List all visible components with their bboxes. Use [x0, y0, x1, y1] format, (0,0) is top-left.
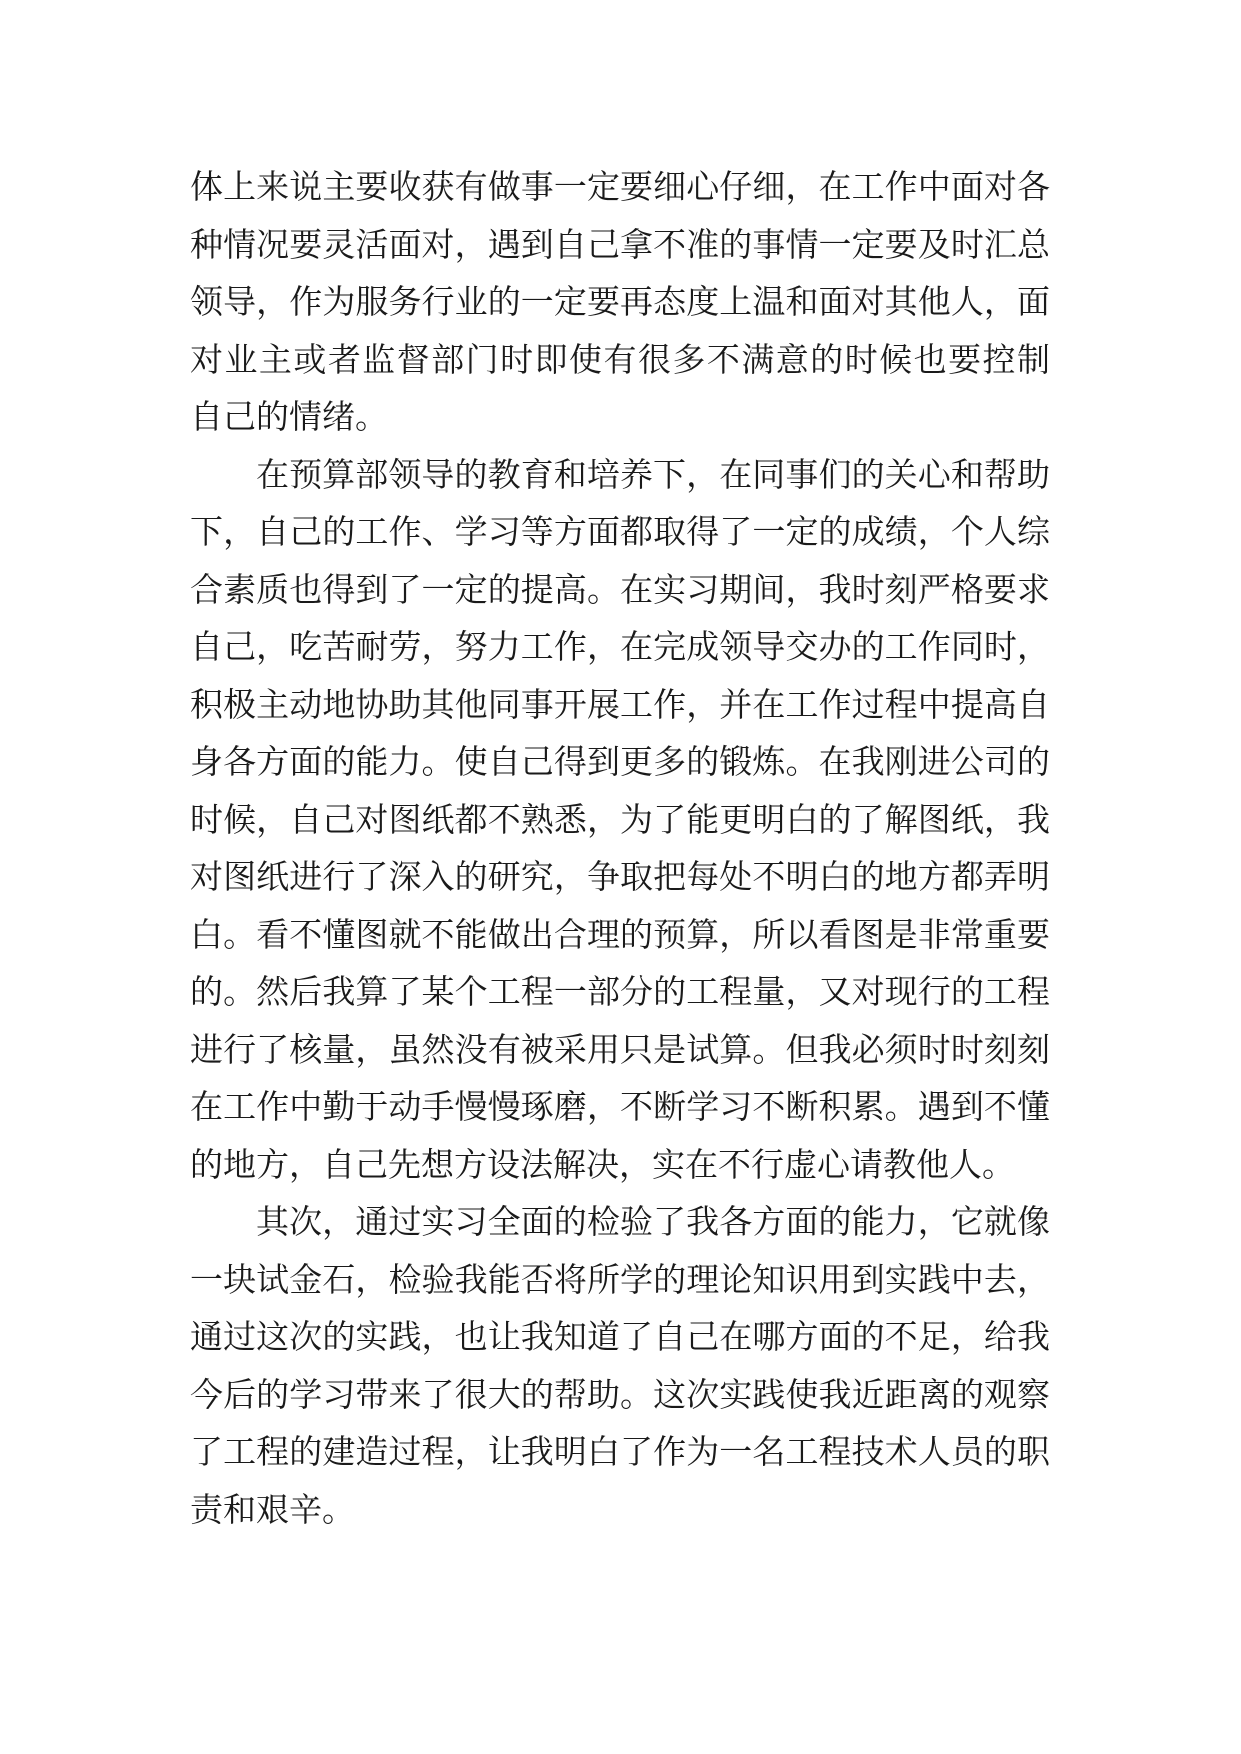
text-line: 一块试金石，检验我能否将所学的理论知识用到实践中去，: [190, 1259, 1050, 1299]
text-line: 时候，自己对图纸都不熟悉，为了能更明白的了解图纸，我: [190, 799, 1050, 839]
text-line: 对图纸进行了深入的研究，争取把每处不明白的地方都弄明: [190, 857, 1050, 896]
text-line: 白。看不懂图就不能做出合理的预算，所以看图是非常重要: [190, 914, 1050, 954]
text-line: 合素质也得到了一定的提高。在实习期间，我时刻严格要求: [190, 569, 1050, 609]
text-line: 自己，吃苦耐劳，努力工作，在完成领导交办的工作同时，: [190, 627, 1050, 666]
text-line: 身各方面的能力。使自己得到更多的锻炼。在我刚进公司的: [190, 742, 1050, 781]
text-line: 下，自己的工作、学习等方面都取得了一定的成绩，个人综: [190, 512, 1050, 551]
text-line: 通过这次的实践，也让我知道了自己在哪方面的不足，给我: [190, 1317, 1050, 1356]
text-line: 责和艰辛。: [190, 1489, 355, 1529]
paragraph-first-line: 在预算部领导的教育和培养下，在同事们的关心和帮助: [256, 454, 1050, 494]
text-line: 对业主或者监督部门时即使有很多不满意的时候也要控制: [190, 339, 1050, 379]
text-line: 积极主动地协助其他同事开展工作，并在工作过程中提高自: [190, 684, 1050, 724]
text-line: 的。然后我算了某个工程一部分的工程量，又对现行的工程: [190, 972, 1050, 1011]
document-body: [190, 158, 1050, 1538]
text-line: 进行了核量，虽然没有被采用只是试算。但我必须时时刻刻: [190, 1029, 1050, 1069]
text-line: 的地方，自己先想方设法解决，实在不行虚心请教他人。: [190, 1144, 1015, 1184]
text-line: 了工程的建造过程，让我明白了作为一名工程技术人员的职: [190, 1432, 1050, 1471]
paragraph-first-line: 其次，通过实习全面的检验了我各方面的能力，它就像: [256, 1202, 1050, 1241]
text-line: 今后的学习带来了很大的帮助。这次实践使我近距离的观察: [190, 1374, 1050, 1414]
text-line: 自己的情绪。: [190, 397, 388, 436]
text-line: 在工作中勤于动手慢慢琢磨，不断学习不断积累。遇到不懂: [190, 1087, 1050, 1126]
text-line: 种情况要灵活面对，遇到自己拿不准的事情一定要及时汇总: [190, 224, 1050, 264]
text-line: 领导，作为服务行业的一定要再态度上温和面对其他人，面: [190, 282, 1050, 321]
text-line: 体上来说主要收获有做事一定要细心仔细，在工作中面对各: [190, 167, 1050, 206]
